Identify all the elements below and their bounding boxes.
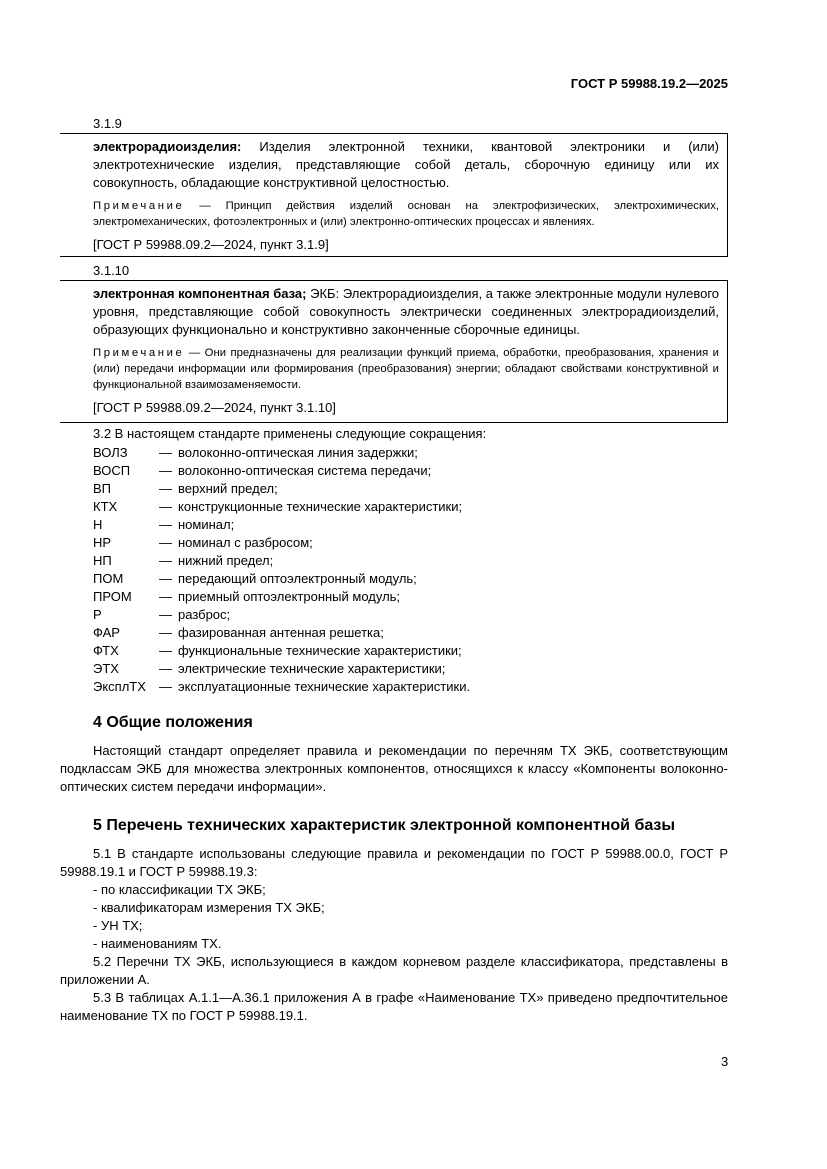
abbr-dash: —	[159, 463, 172, 478]
paragraph-5-3: 5.3 В таблицах А.1.1—А.36.1 приложения А в графе «Наименование ТХ» приведено предпочтительное наименование ТХ по ГОСТ Р 59988.19.1.	[60, 990, 728, 1023]
abbreviations-list	[93, 444, 470, 696]
abbr-meaning: фазированная антенная решетка;	[178, 625, 384, 640]
abbreviation-row	[93, 642, 470, 660]
abbr-dash: —	[159, 625, 172, 640]
abbreviation-row	[93, 624, 470, 642]
term-name: электрорадиоизделия:	[93, 139, 242, 154]
paragraph-5-2: 5.2 Перечни ТХ ЭКБ, использующиеся в каждом корневом разделе классификатора, представлены в приложении А.	[60, 954, 728, 987]
abbr-key: НП	[93, 553, 112, 568]
term-definition: ЭКБ: Электрорадиоизделия, а также электронные модули нулевого уровня, представляющие собой совокупность электрически соединенных электрорадиоизделий, образующих функционально и конструктивно законченные сборочные единицы.	[93, 286, 720, 337]
term-number: 3.1.10	[93, 263, 130, 278]
abbreviation-row	[93, 552, 470, 570]
document-header-id: ГОСТ Р 59988.19.2—2025	[570, 76, 728, 91]
abbr-meaning: эксплуатационные технические характеристики.	[178, 679, 471, 694]
abbr-key: ВП	[93, 481, 112, 496]
abbr-meaning: конструкционные технические характеристики;	[178, 499, 463, 514]
abbr-dash: —	[159, 643, 172, 658]
term-source: [ГОСТ Р 59988.09.2—2024, пункт 3.1.10]	[93, 400, 336, 415]
abbreviation-row	[93, 678, 470, 696]
abbreviation-row	[93, 606, 470, 624]
abbr-meaning: волоконно-оптическая система передачи;	[178, 463, 432, 478]
abbr-meaning: нижний предел;	[178, 553, 274, 568]
abbr-key: КТХ	[93, 499, 118, 514]
abbr-key: НР	[93, 535, 112, 550]
abbr-dash: —	[159, 481, 172, 496]
abbr-key: ФТХ	[93, 643, 119, 658]
note-label: Примечание	[93, 200, 185, 212]
abbreviation-row	[93, 444, 470, 462]
abbr-meaning: волоконно-оптическая линия задержки;	[178, 445, 418, 460]
abbr-meaning: номинал с разбросом;	[178, 535, 313, 550]
abbreviation-row	[93, 660, 470, 678]
abbr-dash: —	[159, 589, 172, 604]
section-4-heading: 4 Общие положения	[93, 714, 253, 731]
abbreviation-row	[93, 570, 470, 588]
abbr-key: Н	[93, 517, 103, 532]
abbr-meaning: электрические технические характеристики;	[178, 661, 446, 676]
term-definition: Изделия электронной техники, квантовой электроники и (или) электротехнические изделия, представляющие собой деталь, сборочную единицу или их совокупность, обладающие конструктивной целостностью.	[93, 139, 719, 190]
section-4-body	[60, 742, 728, 796]
note-text: — Они предназначены для реализации функций приема, обработки, преобразования, хранения и (или) передачи информации или формирования (преобразования) энергии; обладают свойствами конструктивной и функциональной взаимозаменяемости.	[93, 347, 719, 391]
abbr-meaning: верхний предел;	[178, 481, 278, 496]
abbr-dash: —	[159, 679, 172, 694]
section-5-body	[60, 845, 728, 1025]
section-5-heading: 5 Перечень технических характеристик электронной компонентной базы	[93, 817, 676, 834]
abbr-dash: —	[159, 571, 172, 586]
term-box-3-1-9	[60, 133, 728, 257]
abbr-meaning: приемный оптоэлектронный модуль;	[178, 589, 401, 604]
abbr-key: ЭксплТХ	[93, 679, 146, 694]
abbreviation-row	[93, 480, 470, 498]
abbreviation-row	[93, 588, 470, 606]
abbreviation-row	[93, 498, 470, 516]
abbreviation-row	[93, 516, 470, 534]
abbr-dash: —	[159, 499, 172, 514]
term-source: [ГОСТ Р 59988.09.2—2024, пункт 3.1.9]	[93, 237, 329, 252]
abbr-key: ФАР	[93, 625, 120, 640]
bullet-item: - УН ТХ;	[93, 918, 143, 933]
paragraph-5-1: 5.1 В стандарте использованы следующие правила и рекомендации по ГОСТ Р 59988.00.0, ГОСТ Р 59988.19.1 и ГОСТ Р 59988.19.3:	[60, 846, 728, 879]
abbr-dash: —	[159, 445, 172, 460]
abbr-key: ВОСП	[93, 463, 131, 478]
abbr-meaning: функциональные технические характеристики;	[178, 643, 462, 658]
abbreviations-intro: 3.2 В настоящем стандарте применены следующие сокращения:	[93, 426, 487, 441]
abbr-meaning: номинал;	[178, 517, 235, 532]
abbr-dash: —	[159, 661, 172, 676]
abbreviation-row	[93, 462, 470, 480]
bullet-item: - наименованиям ТХ.	[93, 936, 222, 951]
term-box-3-1-10	[60, 280, 728, 423]
abbr-key: ПОМ	[93, 571, 124, 586]
abbr-dash: —	[159, 535, 172, 550]
term-name: электронная компонентная база;	[93, 286, 307, 301]
abbr-meaning: передающий оптоэлектронный модуль;	[178, 571, 417, 586]
abbreviation-row	[93, 534, 470, 552]
abbr-key: ЭТХ	[93, 661, 119, 676]
page-number: 3	[721, 1054, 729, 1069]
abbr-dash: —	[159, 553, 172, 568]
bullet-item: - по классификации ТХ ЭКБ;	[93, 882, 266, 897]
abbr-key: ПРОМ	[93, 589, 132, 604]
note-label: Примечание	[93, 347, 185, 359]
term-number: 3.1.9	[93, 116, 122, 131]
abbr-meaning: разброс;	[178, 607, 231, 622]
abbr-dash: —	[159, 607, 172, 622]
bullet-item: - квалификаторам измерения ТХ ЭКБ;	[93, 900, 325, 915]
abbr-key: Р	[93, 607, 102, 622]
section-4-paragraph: Настоящий стандарт определяет правила и рекомендации по перечням ТХ ЭКБ, соответствующим подклассам ЭКБ для множества электронных компонентов, относящихся к классу «Компоненты волоконно-оптических систем передачи информации».	[60, 743, 728, 794]
abbr-dash: —	[159, 517, 172, 532]
note-text: — Принцип действия изделий основан на электрофизических, электрохимических, электромеханических, фотоэлектронных и (или) электронно-оптических процессах и явлениях.	[93, 200, 719, 228]
abbr-key: ВОЛЗ	[93, 445, 128, 460]
